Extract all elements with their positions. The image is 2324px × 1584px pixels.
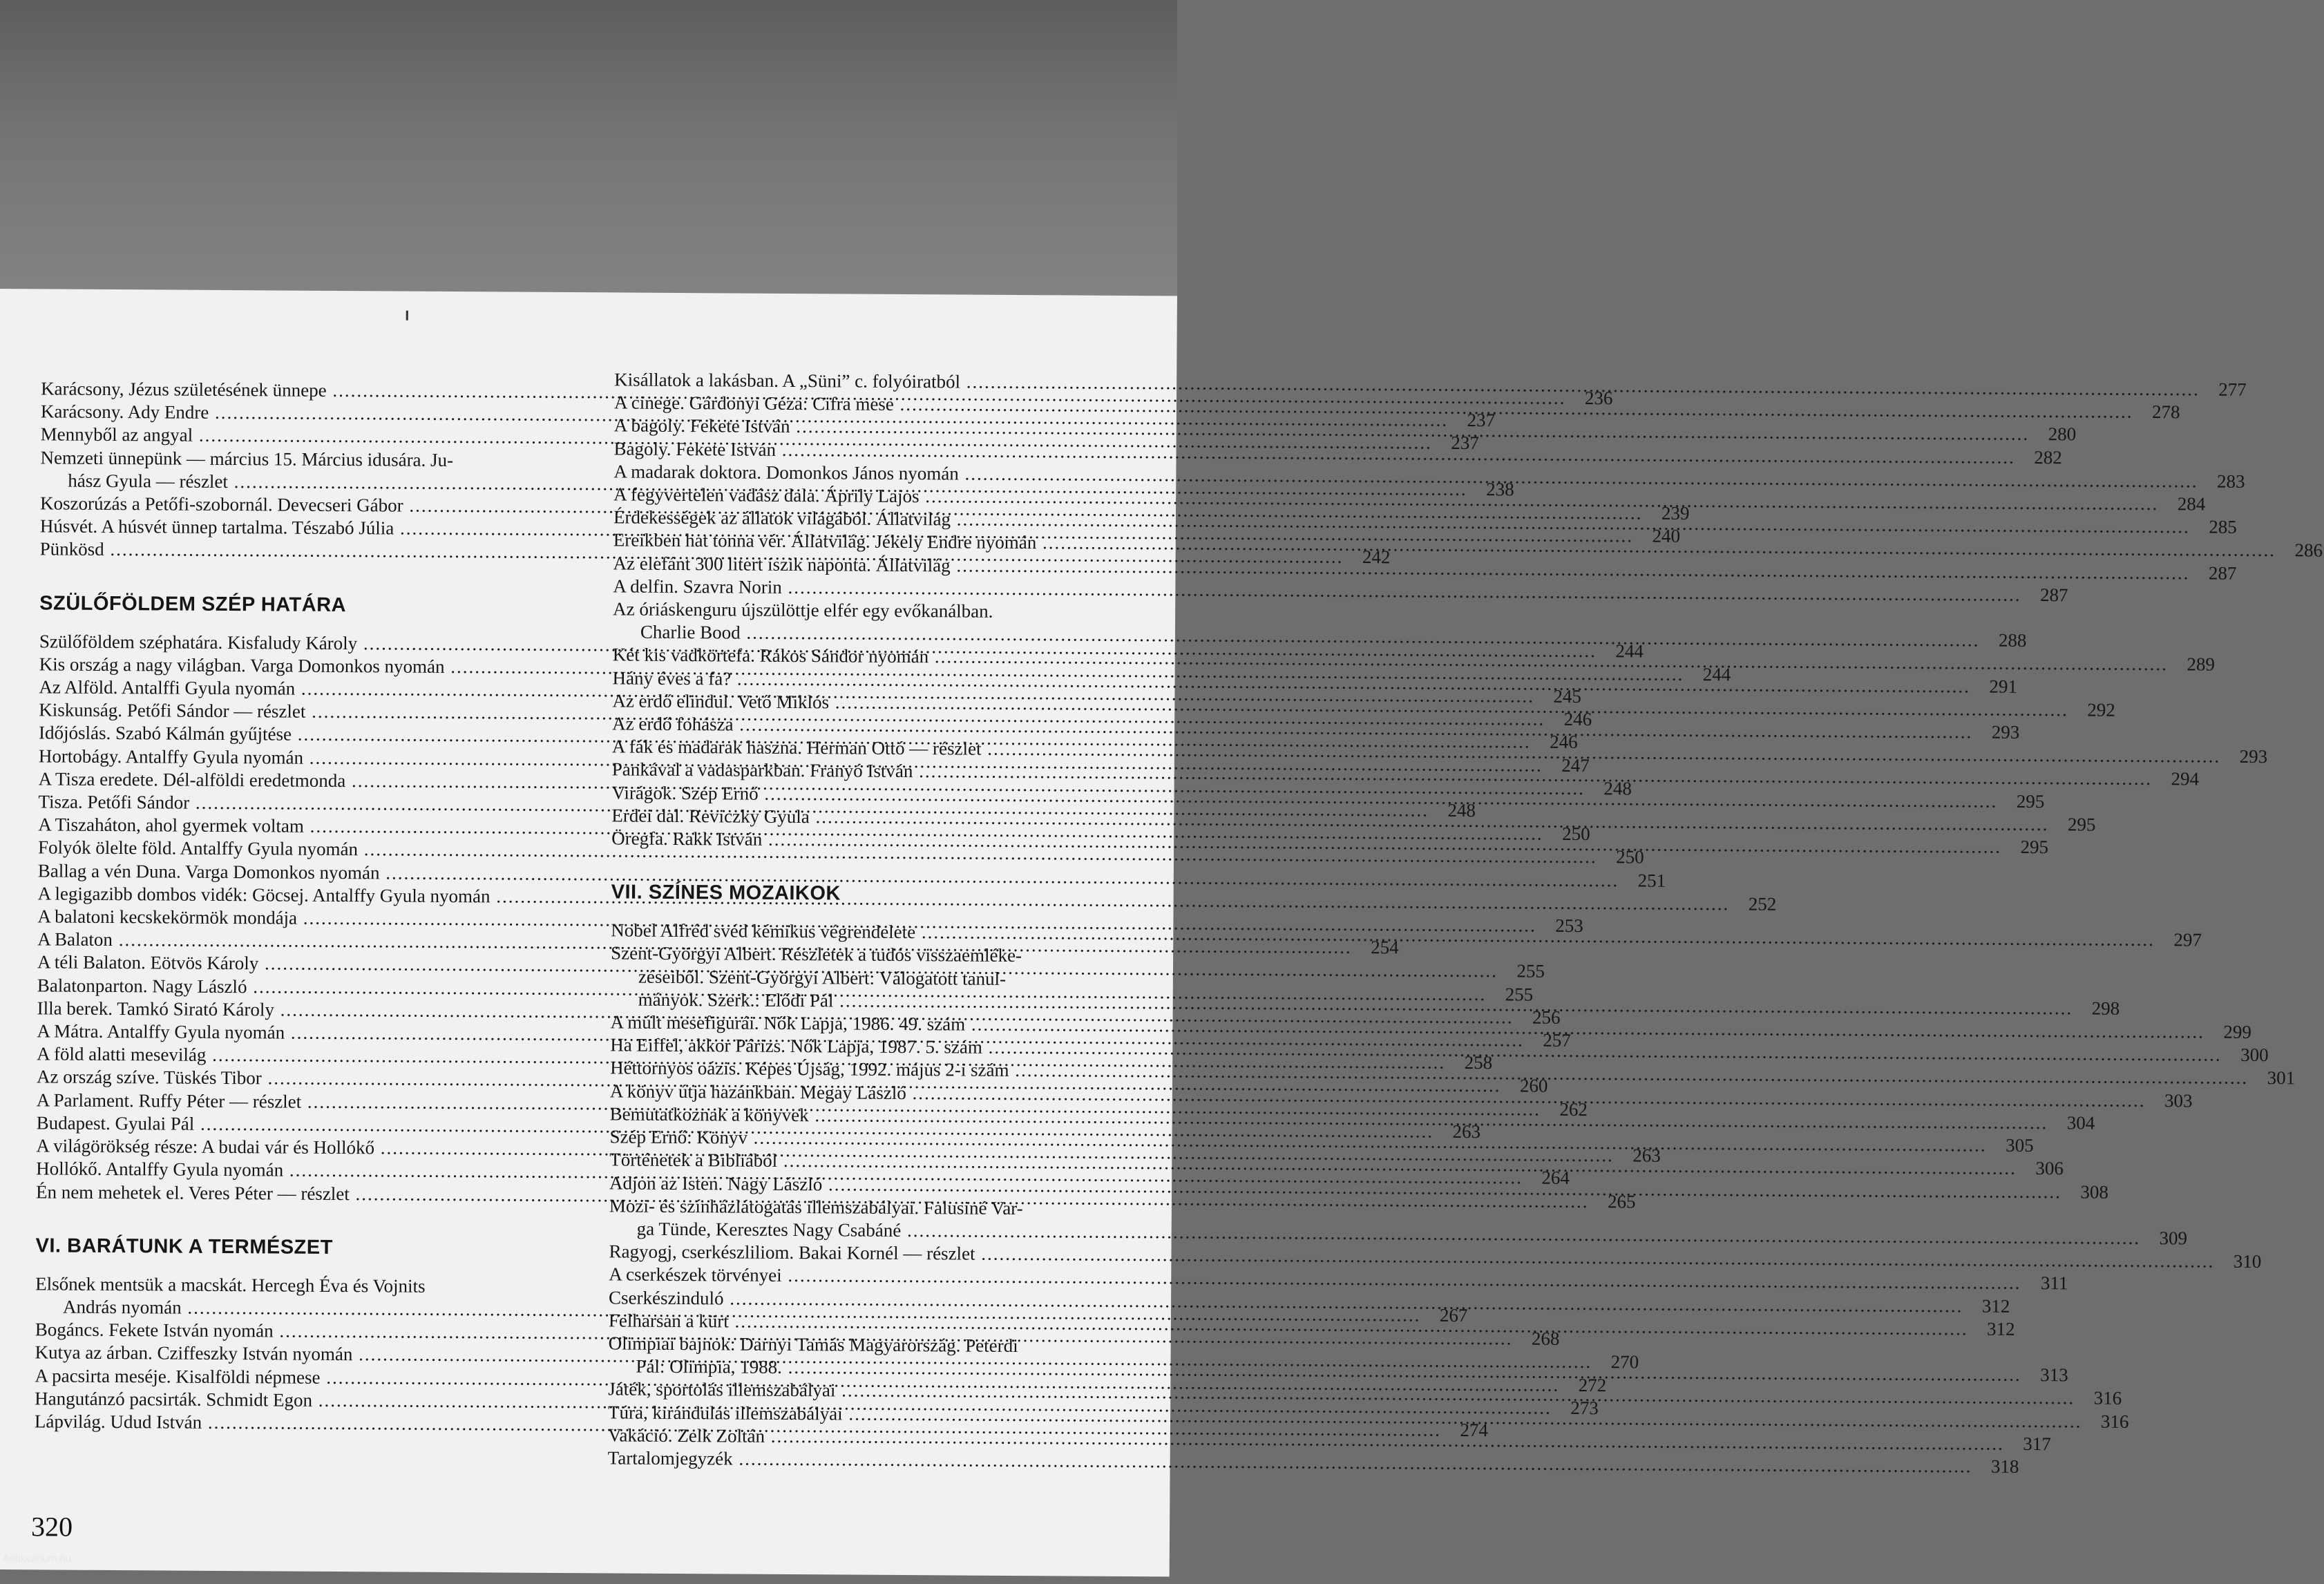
entry-title-line: Mozi- és színházlátogatás illemszabályai. Falusiné Var- — [609, 1195, 1023, 1219]
entry-page-number: 310 — [2233, 1250, 2262, 1272]
entry-page-number: 265 — [1607, 1190, 1636, 1212]
entry-page-number: 246 — [1563, 709, 1592, 730]
entry-page-number: 294 — [2171, 768, 2200, 790]
entry-title-line: A balatoni kecskekörmök mondája ..... — [37, 905, 1536, 937]
page-number: 320 — [30, 1511, 73, 1543]
entry-page-number: 250 — [1562, 823, 1590, 845]
entry-title-line: Pál: Olimpia, 1988. ..... — [608, 1355, 2021, 1387]
entry-title-line: Olimpiai bajnok: Darnyi Tamás Magyarország. Peterdi — [608, 1333, 1018, 1356]
toc-entry — [607, 1447, 2019, 1477]
entry-title — [611, 942, 2073, 1020]
toc-entry — [609, 1263, 2068, 1294]
entry-title-line: Két kis vadkörtefa. Rákos Sándor nyomán ..... — [613, 644, 2168, 676]
entry-title-line: Charlie Bood ..... — [613, 621, 1980, 652]
entry-title-line: Balatonparton. Nagy László ..... — [37, 974, 1487, 1006]
entry-title-line: zéseiből. Szent-Györgyi Albert: Válogatott tanul- — [638, 966, 1007, 989]
section-heading: VII. SZÍNES MOZAIKOK — [611, 881, 841, 905]
entry-title-line: A Tisza eredete. Dél-alföldi eredetmonda ..... — [39, 767, 1585, 800]
entry-page-number: 289 — [2187, 653, 2215, 676]
entry-page-number: 244 — [1615, 640, 1644, 662]
entry-title-line: A fegyvertelen vadász dala. Áprily Lajos ..... — [613, 483, 2158, 515]
entry-page-number: 242 — [1362, 546, 1391, 568]
entry-title-line: Történetek a Bibliából ..... — [609, 1149, 2017, 1181]
entry-title-line: Az erdő elindul. Vető Miklós ..... — [612, 689, 2068, 721]
entry-title-line: Ballag a vén Duna. Varga Domonkos nyomán ..... — [38, 859, 1619, 892]
entry-page-number: 316 — [2100, 1411, 2129, 1432]
entry-page-number: 252 — [1748, 893, 1777, 915]
entry-title-line: A cserkészek törvényei ..... — [609, 1263, 2021, 1295]
entry-title-line: Adjon az Isten. Nagy László ..... — [609, 1172, 2061, 1203]
entry-page-number: 237 — [1467, 410, 1496, 431]
entry-page-number: 285 — [2209, 516, 2237, 538]
entry-title-line: Mennyből az angyal ..... — [41, 423, 1432, 455]
entry-page-number: 292 — [2087, 699, 2115, 721]
entry-title-line: Én nem mehetek el. Veres Péter — részlet ..... — [36, 1181, 1589, 1213]
entry-page-number: 283 — [2216, 470, 2245, 492]
entry-title-line: Öregfa. Rakk István ..... — [611, 827, 2001, 858]
entry-page-number: 318 — [1990, 1456, 2019, 1477]
entry-title-line: Elsőnek mentsük a macskát. Hercegh Éva és Vojnits — [35, 1273, 426, 1297]
entry-page-number: 277 — [2218, 379, 2247, 400]
entry-page-number: 248 — [1447, 799, 1476, 821]
entry-title-line: András nyomán ..... — [35, 1295, 1421, 1326]
entry-title-line: Szülőföldem széphatára. Kisfaludy Károly ..... — [39, 630, 1597, 662]
entry-page-number: 246 — [1550, 732, 1578, 753]
entry-title-line: Felharsan a kürt ..... — [609, 1309, 1968, 1340]
entry-title-line: Héttornyos oázis. Képes Újság, 1992. május 2-i szám ..... — [610, 1057, 2248, 1090]
entry-title-line: Ha Eiffel, akkor Párizs. Nők Lapja, 1987. 5. szám ..... — [610, 1034, 2222, 1067]
entry-page-number: 317 — [2023, 1433, 2051, 1454]
entry-page-number: 295 — [2067, 814, 2096, 835]
section-heading: VI. BARÁTUNK A TERMÉSZET — [35, 1234, 333, 1259]
entry-page-number: 316 — [2093, 1387, 2122, 1409]
entry-page-number: 278 — [2151, 401, 2180, 423]
entry-title-line: Bogáncs. Fekete István nyomán ..... — [35, 1318, 1513, 1350]
entry-page-number: 247 — [1561, 754, 1590, 776]
entry-title-line: Illa berek. Tamkó Sirató Károly ..... — [37, 997, 1514, 1029]
entry-page-number: 248 — [1603, 778, 1632, 799]
entry-title-line: A fák és madarak haszna. Herman Ottó — részlet ..... — [612, 736, 2220, 768]
toc-entry — [609, 1241, 2262, 1272]
entry-title-line: Karácsony, Jézus születésének ünnepe ..... — [41, 377, 1566, 410]
entry-title-line: Lápvilág. Udud István ..... — [35, 1410, 1441, 1442]
entry-title-line: A föld alatti mesevilág ..... — [37, 1043, 1445, 1075]
entry-title-line: Nemzeti ünnepünk — március 15. Március idusára. Ju- — [40, 446, 454, 470]
entry-title-line: Hangutánzó pacsirták. Schmidt Egon ..... — [35, 1387, 1552, 1420]
entry-title — [613, 598, 1980, 651]
book-page — [0, 289, 2323, 1576]
entry-page-number: 254 — [1371, 937, 1399, 958]
entry-page-number: 263 — [1632, 1145, 1661, 1166]
entry-page-number: 238 — [1486, 478, 1514, 500]
entry-page-number: 305 — [2006, 1134, 2034, 1156]
entry-page-number: 272 — [1578, 1374, 1607, 1395]
entry-page-number: 263 — [1452, 1120, 1481, 1143]
entry-title-line: Kiskunság. Petőfi Sándor — részlet ..... — [39, 699, 1545, 732]
entry-title-line: A Tiszaháton, ahol gyermek voltam ..... — [38, 814, 1543, 846]
entry-page-number: 301 — [2267, 1067, 2296, 1089]
entry-title-line: Tisza. Petőfi Sándor ..... — [38, 790, 1429, 821]
entry-page-number: 257 — [1543, 1029, 1571, 1051]
entry-title-line: A világörökség része: A budai vár és Hollókő ..... — [36, 1134, 1614, 1167]
entry-page-number: 282 — [2034, 446, 2062, 468]
entry-title-line: Budapest. Gyulai Pál ..... — [37, 1111, 1434, 1143]
entry-page-number: 306 — [2035, 1158, 2064, 1179]
entry-page-number: 312 — [1981, 1295, 2010, 1317]
entry-title-line: A könyv útja hazánkban. Megay László ..... — [610, 1080, 2146, 1112]
entry-page-number: 311 — [2040, 1272, 2068, 1294]
entry-title-line: A Balaton ..... — [37, 928, 1352, 960]
entry-title-line: Nobel Alfréd svéd kémikus végrendelete ..... — [611, 919, 2155, 952]
entry-title-line: Az erdő fohásza ..... — [612, 712, 1972, 743]
entry-page-number: 303 — [2164, 1089, 2193, 1111]
entry-title-line: A legigazibb dombos vidék: Göcsej. Antalffy Gyula nyomán ..... — [38, 882, 1730, 915]
entry-page-number: 239 — [1661, 502, 1690, 524]
entry-title-line: hász Gyula — részlet ..... — [40, 469, 1467, 501]
entry-page-number: 312 — [1986, 1318, 2015, 1339]
entry-title-line: A delfin. Szavra Norin ..... — [613, 575, 2021, 607]
entry-title-line: Vakáció. Zelk Zoltán ..... — [608, 1424, 2004, 1456]
entry-title-line: Játék, sportolás illemszabályai ..... — [608, 1378, 2075, 1410]
entry-page-number: 237 — [1451, 432, 1479, 454]
entry-page-number: 270 — [1610, 1351, 1639, 1373]
entry-title-line: Folyók ölelte föld. Antalffy Gyula nyomán ..... — [38, 837, 1597, 869]
entry-title-line: A Mátra. Antalffy Gyula nyomán ..... — [37, 1020, 1524, 1051]
entry-page-number: 288 — [1998, 629, 2027, 651]
entry-page-number: 293 — [2239, 746, 2268, 767]
entry-title-line: A bagoly. Fekete István ..... — [614, 414, 2030, 446]
entry-page-number: 264 — [1541, 1167, 1570, 1189]
entry-title-line: Kisállatok a lakásban. A „Süni” c. folyóiratból ..... — [614, 368, 2200, 401]
entry-page-number: 308 — [2080, 1181, 2109, 1203]
entry-page-number: 299 — [2223, 1021, 2251, 1043]
toc-entry — [613, 575, 2068, 606]
entry-page-number: 284 — [2177, 493, 2206, 515]
entry-title-line: Koszorúzás a Petőfi-szobornál. Devecseri Gábor ..... — [40, 492, 1642, 524]
background-surface — [0, 0, 1177, 297]
entry-title-line: Bemutatkoznak a könyvek ..... — [610, 1103, 2048, 1134]
entry-title-line: Virágok. Szép Ernő ..... — [611, 781, 1997, 812]
entry-page-number: 309 — [2159, 1228, 2188, 1249]
entry-page-number: 236 — [1584, 388, 1613, 409]
entry-title-line: Az Alföld. Antalffi Gyula nyomán ..... — [39, 676, 1534, 707]
entry-page-number: 287 — [2039, 584, 2068, 606]
entry-page-number: 298 — [2091, 998, 2120, 1019]
entry-page-number: 256 — [1532, 1006, 1561, 1028]
entry-title-line: Hollókő. Antalffy Gyula nyomán ..... — [36, 1158, 1523, 1190]
entry-page-number: 251 — [1637, 870, 1666, 891]
fold-mark — [406, 311, 408, 321]
entry-title-line: Bagoly. Fekete István ..... — [614, 437, 2015, 469]
entry-title-line: A cinege. Gárdonyi Géza: Cifra mese ..... — [614, 392, 2133, 424]
entry-title-line: A téli Balaton. Eötvös Károly ..... — [37, 951, 1498, 983]
entry-title-line: Tartalomjegyzék ..... — [608, 1447, 1972, 1478]
entry-title-line: A múlt mesefigurái. Nők Lapja, 1986. 49. szám ..... — [610, 1011, 2204, 1043]
entry-title-line: Az óriáskenguru újszülöttje elfér egy evőkanálban. — [613, 598, 993, 622]
entry-title-line: Kis ország a nagy világban. Varga Domonkos nyomán ..... — [39, 653, 1684, 686]
entry-page-number: 286 — [2294, 540, 2323, 561]
entry-page-number: 304 — [2066, 1112, 2095, 1134]
toc-entry — [37, 859, 1666, 891]
entry-page-number: 273 — [1570, 1397, 1599, 1418]
entry-page-number: 245 — [1553, 685, 1581, 707]
entry-title-line: Időjóslás. Szabó Kálmán gyűjtése ..... — [39, 722, 1531, 754]
entry-page-number: 295 — [2020, 836, 2049, 858]
entry-page-number: 255 — [1516, 960, 1545, 982]
entry-page-number: 258 — [1464, 1052, 1493, 1074]
entry-title-line: mányok. Szerk.: Elődi Pál ..... — [611, 988, 2073, 1020]
entry-title-line: A pacsirta meséje. Kisalföldi népmese ..... — [35, 1364, 1559, 1397]
entry-title-line: Pankával a vadasparkban. Franyó István ..... — [612, 758, 2153, 791]
entry-title-line: Kutya az árban. Cziffeszky István nyomán ..... — [35, 1342, 1592, 1374]
entry-page-number: 250 — [1616, 846, 1644, 868]
entry-page-number: 267 — [1439, 1304, 1468, 1326]
entry-page-number: 274 — [1460, 1419, 1488, 1441]
entry-page-number: 244 — [1702, 663, 1731, 685]
entry-page-number: 300 — [2240, 1044, 2269, 1066]
entry-title-line: Az elefánt 300 litert iszik naponta. Állatvilág ..... — [613, 552, 2189, 584]
entry-title-line: Pünkösd ..... — [40, 538, 1344, 569]
entry-title-line: A madarak doktora. Domonkos János nyomán ..... — [613, 460, 2198, 493]
entry-title — [608, 1332, 2021, 1386]
entry-title-line: Karácsony. Ady Endre ..... — [41, 401, 1448, 432]
entry-title-line: ga Tünde, Keresztes Nagy Csabáné ..... — [609, 1217, 2141, 1250]
entry-title-line: A Parlament. Ruffy Péter — részlet ..... — [37, 1089, 1541, 1121]
entry-title-line: Az ország szíve. Tüskés Tibor ..... — [37, 1066, 1501, 1098]
entry-title-line: Húsvét. A húsvét ünnep tartalma. Tészabó Júlia ..... — [40, 515, 1633, 548]
entry-page-number: 313 — [2040, 1364, 2068, 1386]
entry-page-number: 268 — [1531, 1328, 1560, 1349]
entry-title-line: Érdekességek az állatok világából. Állatvilág ..... — [613, 506, 2190, 539]
entry-page-number: 253 — [1555, 915, 1583, 937]
entry-title-line: Erdei dal. Reviczky Gyula ..... — [611, 804, 2048, 836]
entry-page-number: 297 — [2173, 929, 2202, 951]
entry-page-number: 293 — [1991, 721, 2020, 743]
entry-title-line: Cserkészinduló ..... — [609, 1286, 1963, 1317]
entry-page-number: 255 — [1505, 984, 1534, 1005]
entry-title-line: Szent-Györgyi Albert. Részletek a tudós visszaemléke- — [611, 942, 1022, 966]
entry-title-line: Ereikben hat tonna vér. Állatvilág. Jékely Endre nyomán ..... — [613, 529, 2276, 562]
entry-title-line: Ragyogj, cserkészliliom. Bakai Kornél — részlet ..... — [609, 1241, 2214, 1273]
entry-page-number: 295 — [2016, 790, 2045, 812]
watermark: Antikvarium.hu — [2, 1552, 72, 1565]
entry-page-number: 291 — [1989, 676, 2018, 697]
entry-page-number: 280 — [2048, 423, 2077, 445]
section-heading: SZÜLŐFÖLDEM SZÉP HATÁRA — [39, 591, 347, 616]
entry-title-line: Túra, kirándulás illemszabályai ..... — [608, 1401, 2082, 1433]
entry-title-line: Hány éves a fa? ..... — [612, 667, 1970, 698]
entry-page-number: 262 — [1559, 1098, 1588, 1120]
entry-title-line: Hortobágy. Antalffy Gyula nyomán ..... — [39, 745, 1543, 777]
entry-page-number: 287 — [2208, 562, 2237, 584]
entry-page-number: 240 — [1652, 525, 1681, 547]
entry-title-line: Szép Ernő: Könyv ..... — [609, 1126, 1986, 1157]
entry-page-number: 260 — [1519, 1075, 1548, 1097]
